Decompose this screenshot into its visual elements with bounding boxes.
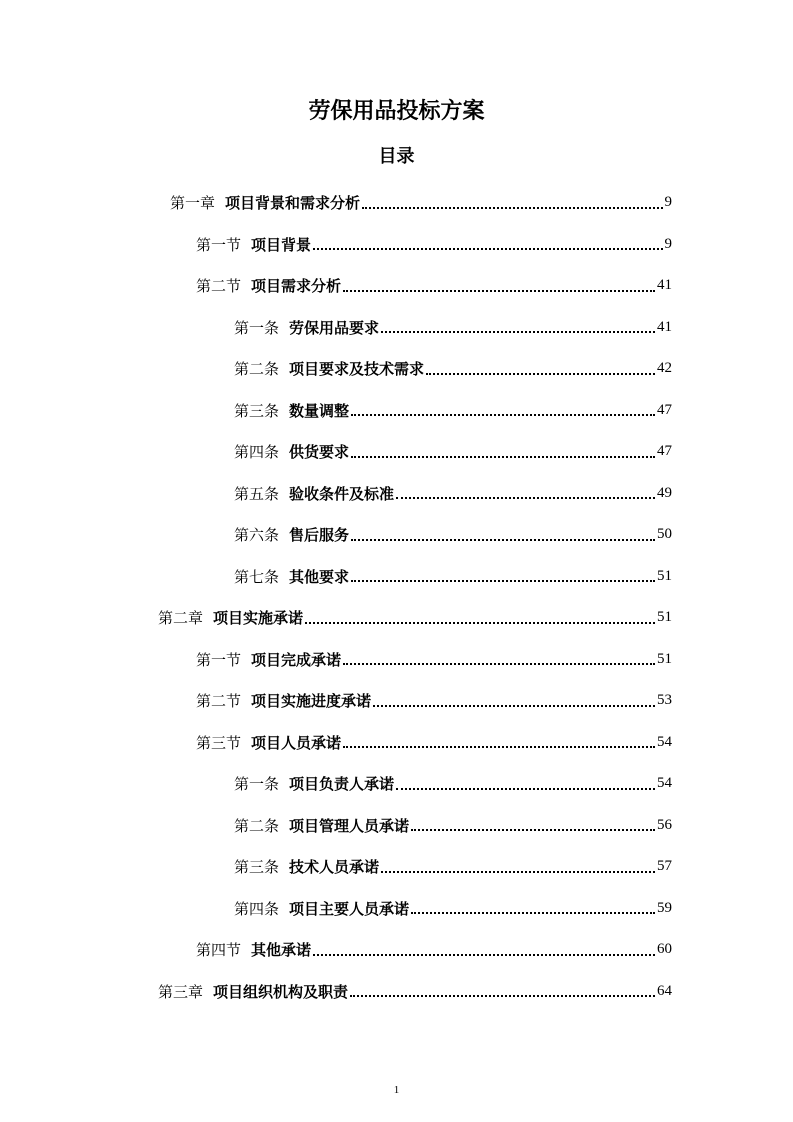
dot-leader [411, 829, 655, 831]
toc-entry-title: 项目完成承诺 [251, 650, 342, 669]
toc-entry-title: 项目实施承诺 [213, 609, 304, 628]
dot-leader [313, 954, 655, 956]
toc-entry-article[interactable] [0, 846, 793, 888]
toc-entry-title: 劳保用品要求 [289, 318, 380, 337]
dot-leader [343, 663, 655, 665]
toc-entry-section[interactable] [0, 224, 793, 266]
toc-entry-article[interactable] [0, 514, 793, 556]
toc-entry-page: 51 [657, 650, 672, 667]
toc-entry-number: 第七条 [234, 567, 280, 586]
toc-entry-article[interactable] [0, 473, 793, 515]
toc-entry-number: 第四条 [234, 899, 280, 918]
toc-entry-title: 数量调整 [289, 401, 350, 420]
toc-entry-page: 9 [664, 194, 672, 211]
toc-entry-section[interactable] [0, 265, 793, 307]
toc-entry-page: 47 [657, 401, 672, 418]
toc-entry-number: 第三章 [158, 982, 204, 1001]
toc-entry-title: 项目组织机构及职责 [213, 982, 349, 1001]
toc-entry-page: 64 [657, 982, 672, 999]
toc-entry-section[interactable] [0, 929, 793, 971]
dot-leader [351, 414, 655, 416]
toc-entry-number: 第六条 [234, 526, 280, 545]
toc-entry-page: 51 [657, 567, 672, 584]
toc-entry-title: 其他要求 [289, 567, 350, 586]
toc-entry-article[interactable] [0, 556, 793, 598]
toc-entry-page: 57 [657, 858, 672, 875]
toc-entry-article[interactable] [0, 307, 793, 349]
dot-leader [362, 207, 662, 209]
table-of-contents [0, 182, 793, 1012]
toc-entry-title: 项目实施进度承诺 [251, 692, 372, 711]
dot-leader [351, 539, 655, 541]
toc-entry-section[interactable] [0, 639, 793, 681]
toc-entry-title: 技术人员承诺 [289, 858, 380, 877]
toc-entry-number: 第一节 [196, 650, 242, 669]
toc-entry-number: 第一节 [196, 235, 242, 254]
document-title: 劳保用品投标方案 [308, 99, 485, 124]
toc-entry-page: 41 [657, 277, 672, 294]
dot-leader [351, 456, 655, 458]
toc-entry-page: 54 [657, 733, 672, 750]
toc-entry-page: 9 [664, 235, 672, 252]
toc-entry-article[interactable] [0, 805, 793, 847]
toc-entry-title: 验收条件及标准 [289, 484, 395, 503]
toc-entry-number: 第四节 [196, 941, 242, 960]
toc-entry-title: 项目人员承诺 [251, 733, 342, 752]
toc-entry-number: 第二节 [196, 692, 242, 711]
toc-entry-article[interactable] [0, 348, 793, 390]
toc-entry-title: 项目背景 [251, 235, 312, 254]
toc-entry-page: 47 [657, 443, 672, 460]
toc-entry-number: 第一条 [234, 318, 280, 337]
dot-leader [396, 497, 655, 499]
toc-entry-number: 第三节 [196, 733, 242, 752]
toc-entry-article[interactable] [0, 431, 793, 473]
toc-entry-article[interactable] [0, 763, 793, 805]
toc-entry-number: 第四条 [234, 443, 280, 462]
toc-entry-page: 53 [657, 692, 672, 709]
dot-leader [351, 580, 655, 582]
toc-entry-title: 项目主要人员承诺 [289, 899, 410, 918]
dot-leader [411, 912, 655, 914]
toc-entry-page: 60 [657, 941, 672, 958]
toc-entry-number: 第二章 [158, 609, 204, 628]
dot-leader [381, 871, 655, 873]
toc-entry-page: 41 [657, 318, 672, 335]
toc-entry-chapter-1[interactable] [0, 182, 793, 224]
dot-leader [350, 995, 655, 997]
toc-entry-title: 项目需求分析 [251, 277, 342, 296]
toc-entry-title: 其他承诺 [251, 941, 312, 960]
toc-entry-article[interactable] [0, 390, 793, 432]
toc-entry-page: 51 [657, 609, 672, 626]
dot-leader [343, 290, 655, 292]
toc-entry-page: 54 [657, 775, 672, 792]
toc-entry-number: 第二条 [234, 360, 280, 379]
toc-entry-title: 项目背景和需求分析 [225, 194, 361, 213]
toc-heading: 目录 [378, 146, 415, 167]
toc-entry-page: 49 [657, 484, 672, 501]
toc-entry-title: 售后服务 [289, 526, 350, 545]
dot-leader [381, 331, 655, 333]
page-number: 1 [393, 1084, 400, 1096]
toc-entry-number: 第一章 [170, 194, 216, 213]
toc-entry-title: 项目负责人承诺 [289, 775, 395, 794]
toc-entry-number: 第三条 [234, 858, 280, 877]
dot-leader [343, 746, 655, 748]
toc-entry-section[interactable] [0, 680, 793, 722]
toc-entry-number: 第二节 [196, 277, 242, 296]
toc-entry-article[interactable] [0, 888, 793, 930]
toc-entry-title: 项目管理人员承诺 [289, 816, 410, 835]
toc-entry-section[interactable] [0, 722, 793, 764]
toc-entry-page: 56 [657, 816, 672, 833]
toc-entry-title: 供货要求 [289, 443, 350, 462]
toc-entry-number: 第三条 [234, 401, 280, 420]
toc-entry-number: 第五条 [234, 484, 280, 503]
toc-entry-page: 59 [657, 899, 672, 916]
toc-entry-number: 第一条 [234, 775, 280, 794]
toc-entry-title: 项目要求及技术需求 [289, 360, 425, 379]
dot-leader [373, 705, 655, 707]
toc-entry-number: 第二条 [234, 816, 280, 835]
toc-entry-page: 42 [657, 360, 672, 377]
toc-entry-page: 50 [657, 526, 672, 543]
toc-entry-chapter-3[interactable] [0, 971, 793, 1013]
dot-leader [426, 373, 655, 375]
dot-leader [396, 788, 655, 790]
dot-leader [313, 248, 662, 250]
toc-entry-chapter-2[interactable] [0, 597, 793, 639]
dot-leader [305, 622, 655, 624]
